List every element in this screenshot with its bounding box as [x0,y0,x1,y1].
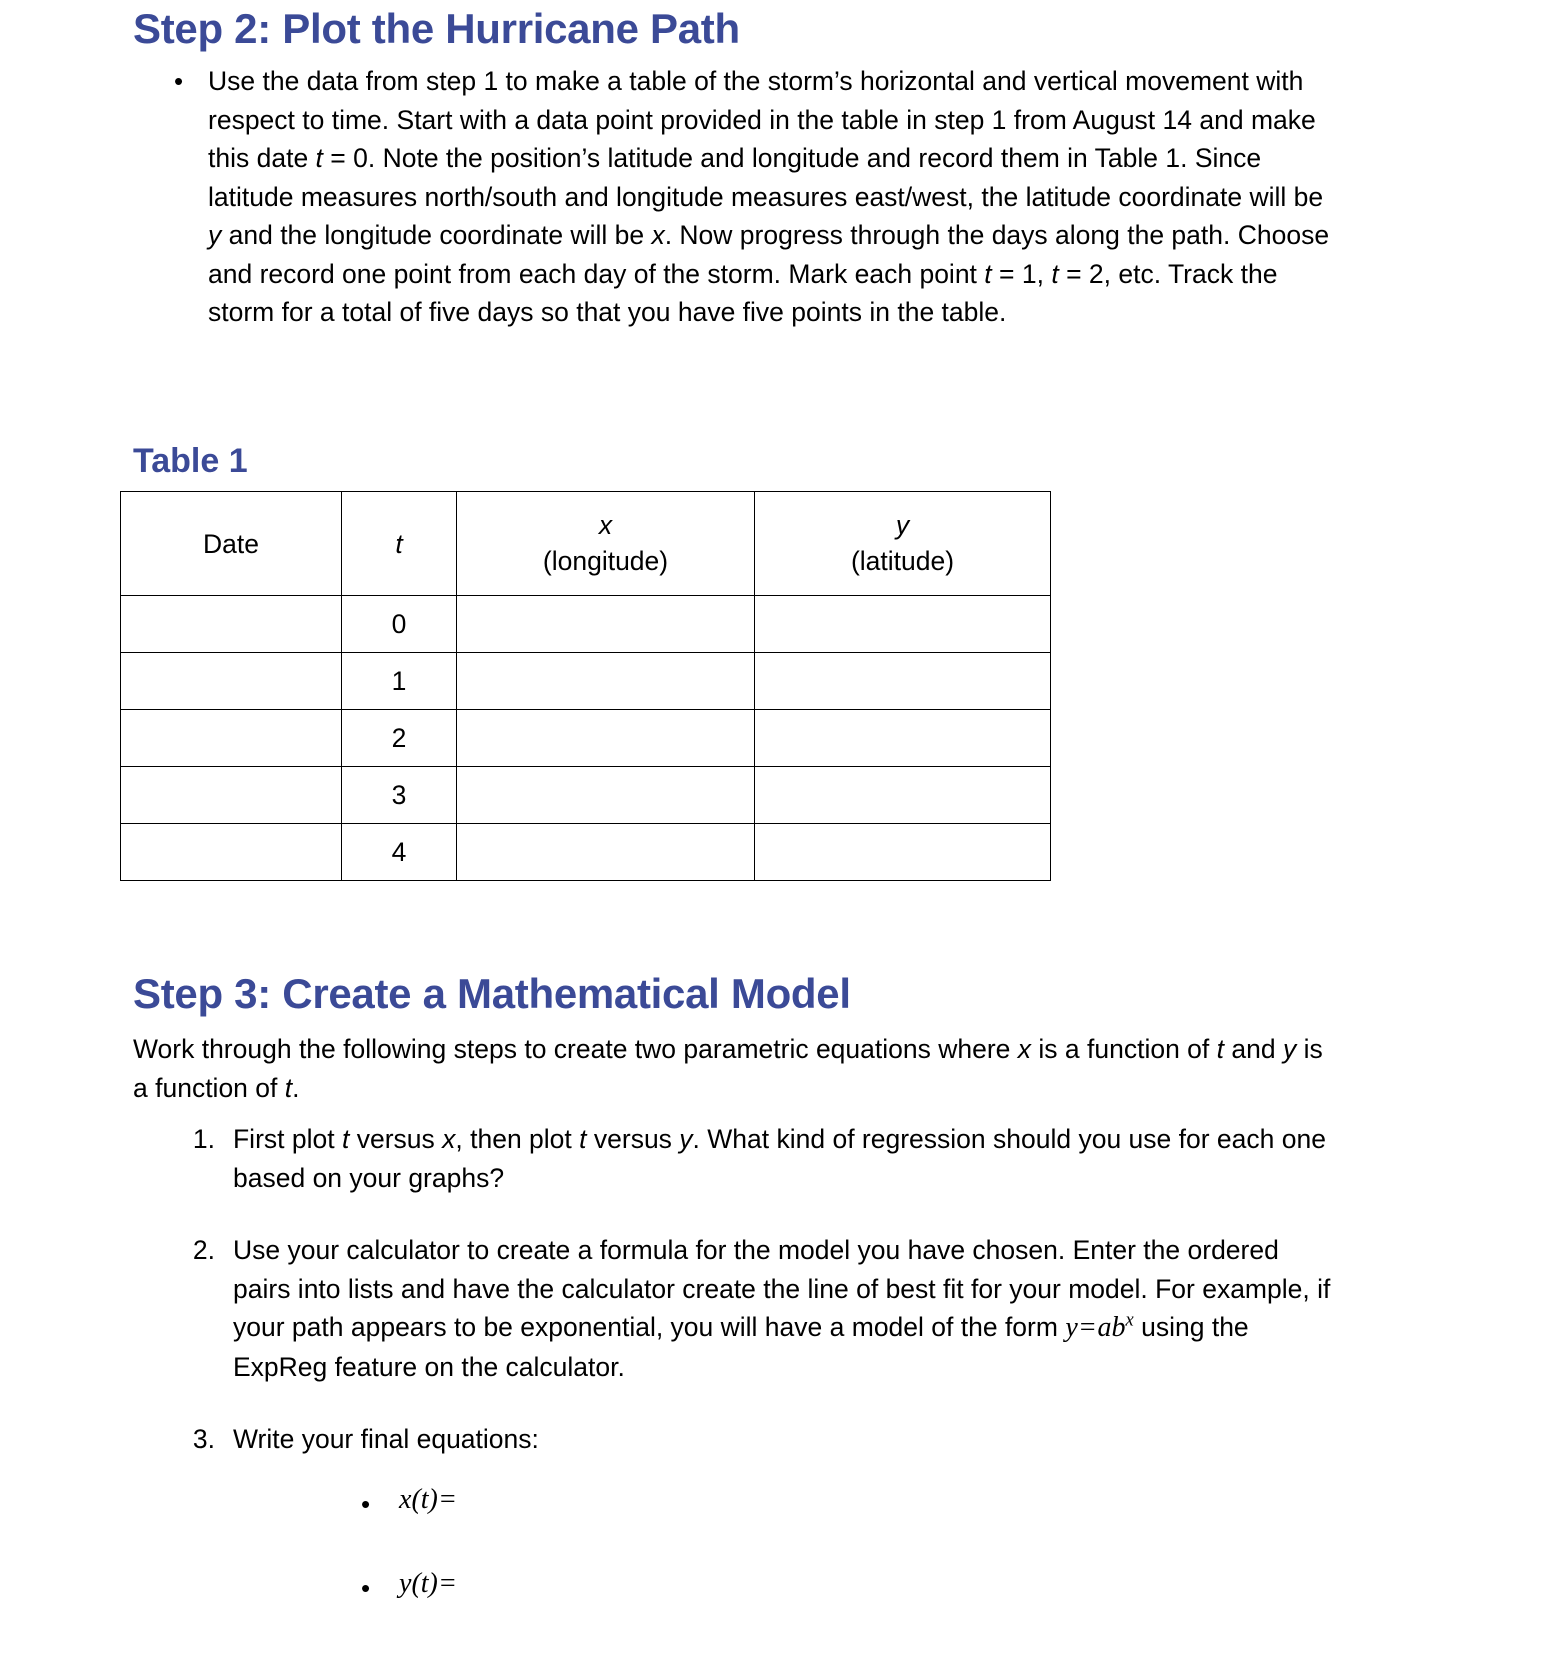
table1-header [121,492,1051,596]
step3-numbered-list [175,1120,1335,1459]
table-row [121,653,1051,710]
cell-t: 2 [342,710,457,767]
equation-y-item [335,1568,1035,1652]
equation-y-paren-close: ) [428,1568,438,1599]
step2-heading: Step 2: Plot the Hurricane Path [133,5,740,52]
table-row [121,767,1051,824]
list-item-3-text: Write your final equations: [233,1424,539,1454]
cell-date[interactable] [121,767,342,824]
column-header-date [121,492,342,596]
list-item-2 [175,1231,1335,1386]
bullet-icon: • [361,1489,371,1519]
equation-y-operator: = [439,1568,456,1599]
cell-y[interactable] [755,767,1051,824]
cell-y[interactable] [755,653,1051,710]
final-equations-list [335,1484,1035,1652]
column-header-x-symbol: x [598,509,613,540]
bullet-icon: • [174,66,184,96]
table1-body [121,596,1051,881]
formula-rhs-base: ab [1097,1312,1126,1343]
step2-paragraph: Use the data from step 1 to make a table of the storm’s horizontal and vertical movement with respect to time. Start with a data point provided in the table in step 1 from August 14 and make this date t = 0. Note the position’s latitude and longitude and record them in Table 1. Since latitude measures north/south and longitude measures east/west, the latitude coordinate will be y and the longitude coordinate will be x. Now progress through the days along the path. Choose and record one point from each day of the storm. Mark each point t = 1, t = 2, etc. Track the storm for a total of five days so that you have five points in the table. [208,66,1330,327]
cell-y[interactable] [755,824,1051,881]
cell-x[interactable] [457,653,755,710]
list-item-2-text-before: Use your calculator to create a formula for the model you have chosen. Enter the ordered pairs into lists and have the calculator create the line of best fit for your model. For example, if your path appears to be exponential, you will have a model of the form [233,1235,1331,1342]
column-header-date-label: Date [203,528,259,559]
table-header-row [121,492,1051,596]
list-item-2-text [233,1235,1330,1382]
cell-x[interactable] [457,824,755,881]
formula-lhs: y [1065,1312,1078,1343]
step2-bullet-list [150,62,1330,332]
equation-x-arg: t [420,1484,429,1515]
cell-date[interactable] [121,596,342,653]
cell-date[interactable] [121,710,342,767]
column-header-x-sublabel: (longitude) [542,545,669,576]
cell-y[interactable] [755,596,1051,653]
list-item-1 [175,1120,1335,1197]
list-marker-1: 1. [192,1124,215,1154]
column-header-y-sublabel: (latitude) [850,545,955,576]
cell-date[interactable] [121,653,342,710]
cell-x[interactable] [457,710,755,767]
formula-rhs-exponent: x [1125,1309,1134,1330]
column-header-t-symbol: t [395,528,403,559]
equation-y-paren-open: ( [411,1568,421,1599]
list-item-2-text-after: using the ExpReg feature on the calculator. [233,1312,1249,1382]
list-marker-2: 2. [192,1235,215,1265]
column-header-t [342,492,457,596]
column-header-y-symbol: y [895,509,910,540]
equation-x-paren-close: ) [428,1484,438,1515]
exponential-model-formula [1065,1309,1134,1343]
equation-x-operator: = [439,1484,456,1515]
table1 [120,491,1051,881]
equation-y-arg: t [420,1568,429,1599]
table-row [121,596,1051,653]
list-item [150,62,1330,332]
table1-heading: Table 1 [133,442,248,480]
table1-wrapper [120,491,1051,881]
bullet-icon: • [361,1573,371,1603]
column-header-x [457,492,755,596]
list-item-3 [175,1420,1335,1459]
column-header-y [755,492,1051,596]
list-item-1-text: First plot t versus x, then plot t versus y. What kind of regression should you use for each one based on your graphs? [233,1124,1326,1193]
cell-t: 0 [342,596,457,653]
cell-t: 1 [342,653,457,710]
cell-t: 4 [342,824,457,881]
step3-intro: Work through the following steps to create two parametric equations where x is a function of t and y is a function of t. [133,1034,1323,1103]
equation-y [399,1568,458,1599]
table-row [121,824,1051,881]
equation-x [399,1484,458,1515]
list-marker-3: 3. [192,1424,215,1454]
equation-y-fn: y [399,1568,412,1599]
table-row [121,710,1051,767]
cell-y[interactable] [755,710,1051,767]
equation-x-item [335,1484,1035,1568]
formula-operator: = [1079,1312,1096,1343]
equation-x-fn: x [399,1484,412,1515]
step3-heading: Step 3: Create a Mathematical Model [133,970,851,1017]
cell-x[interactable] [457,767,755,824]
cell-t: 3 [342,767,457,824]
cell-date[interactable] [121,824,342,881]
equation-x-paren-open: ( [411,1484,421,1515]
cell-x[interactable] [457,596,755,653]
